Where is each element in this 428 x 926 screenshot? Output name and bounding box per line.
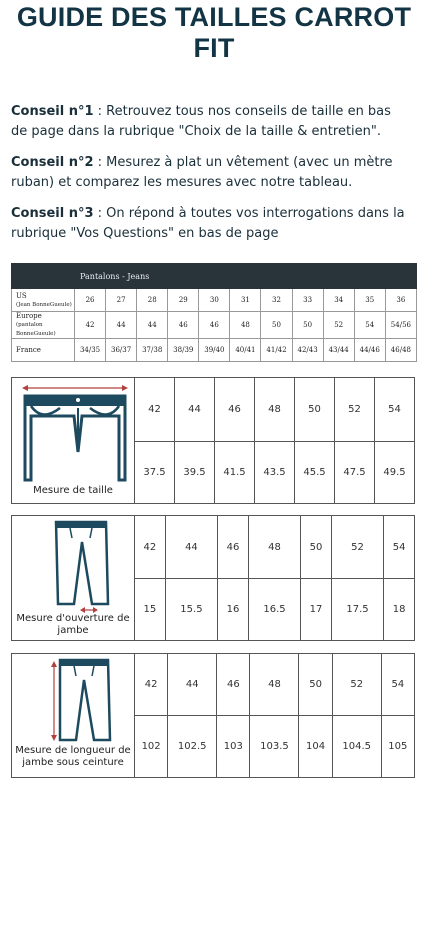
table-header: Pantalons - Jeans [12, 264, 417, 289]
table-cell: 28 [137, 289, 168, 312]
tip-label: Conseil n°3 [11, 206, 94, 221]
row-label-text: Europe [16, 312, 42, 320]
row-label-sub: (pantalon BonneGueule) [16, 322, 56, 337]
measure-value-cell: 17 [301, 579, 332, 641]
table-cell: 35 [354, 289, 385, 312]
size-cell: 50 [301, 516, 332, 579]
measure-value-cell: 41.5 [215, 441, 255, 504]
table-cell: 34/35 [75, 339, 106, 362]
measure-value-cell: 102.5 [168, 716, 217, 778]
size-cell: 48 [250, 654, 299, 716]
measure-value-cell: 105 [381, 716, 414, 778]
table-cell: 31 [230, 289, 261, 312]
row-label-sub: (Jean BonneGueule) [16, 301, 72, 308]
tip-label: Conseil n°2 [11, 155, 94, 170]
table-cell: 42/43 [292, 339, 323, 362]
measure-value-cell: 49.5 [375, 441, 415, 504]
inseam-length-block [11, 653, 415, 778]
table-cell: 50 [261, 312, 292, 339]
tip-text: : Mesurez à plat un vêtement (avec un mètre ruban) et comparez les mesures avec notre tableau. [11, 155, 393, 190]
tip-text: : Retrouvez tous nos conseils de taille en bas de page dans la rubrique "Choix de la taille & entretien". [11, 104, 391, 139]
measure-value-cell: 104.5 [332, 716, 381, 778]
table-cell: 27 [106, 289, 137, 312]
table-cell: 42 [75, 312, 106, 339]
tip-1 [11, 102, 411, 142]
size-cell: 42 [135, 654, 168, 716]
page-title: GUIDE DES TAILLES CARROT FIT [16, 2, 412, 63]
size-cell: 54 [384, 516, 415, 579]
measure-value-cell: 15 [135, 579, 166, 641]
waist-measure-block [11, 377, 415, 504]
table-cell: 34 [323, 289, 354, 312]
table-cell: 54 [354, 312, 385, 339]
table-cell: 52 [323, 312, 354, 339]
table-cell: 44/46 [354, 339, 385, 362]
size-cell: 54 [375, 378, 415, 442]
tip-3 [11, 204, 411, 244]
tip-2 [11, 153, 411, 193]
size-cell: 50 [295, 378, 335, 442]
table-row [12, 312, 417, 339]
table-cell: 54/56 [385, 312, 416, 339]
measure-value-cell: 102 [135, 716, 168, 778]
size-cell: 44 [175, 378, 215, 442]
size-cell: 48 [255, 378, 295, 442]
table-cell: 36 [385, 289, 416, 312]
measure-value-cell: 43.5 [255, 441, 295, 504]
measure-value-cell: 16 [218, 579, 249, 641]
table-cell: 36/37 [106, 339, 137, 362]
waist-measure-illustration [12, 378, 135, 504]
table-cell: 38/39 [168, 339, 199, 362]
size-cell: 46 [218, 516, 249, 579]
measure-value-cell: 45.5 [295, 441, 335, 504]
measure-caption: Mesure de longueur de jambe sous ceinture [15, 745, 131, 768]
size-cell: 46 [217, 654, 250, 716]
table-cell: 29 [168, 289, 199, 312]
measure-caption: Mesure d'ouverture de jambe [16, 613, 130, 636]
size-cell: 44 [165, 516, 217, 579]
row-label-text: US [16, 291, 27, 300]
measure-value-cell: 103 [217, 716, 250, 778]
leg-opening-block [11, 515, 415, 641]
table-cell: 39/40 [199, 339, 230, 362]
measure-value-cell: 47.5 [335, 441, 375, 504]
size-cell: 54 [381, 654, 414, 716]
measure-value-cell: 18 [384, 579, 415, 641]
size-cell: 44 [168, 654, 217, 716]
size-cell: 46 [215, 378, 255, 442]
size-cell: 42 [135, 516, 166, 579]
leg-opening-illustration [12, 516, 135, 641]
tip-text: : On répond à toutes vos interrogations dans la rubrique "Vos Questions" en bas de page [11, 206, 405, 241]
row-label [12, 312, 75, 339]
size-cell: 48 [248, 516, 300, 579]
tip-label: Conseil n°1 [11, 104, 94, 119]
table-cell: 26 [75, 289, 106, 312]
table-cell: 43/44 [323, 339, 354, 362]
size-cell: 52 [331, 516, 383, 579]
size-cell: 52 [335, 378, 375, 442]
table-cell: 46/48 [385, 339, 416, 362]
measure-value-cell: 15.5 [165, 579, 217, 641]
measure-caption: Mesure de taille [33, 485, 113, 496]
measure-value-cell: 104 [299, 716, 332, 778]
table-cell: 46 [168, 312, 199, 339]
table-cell: 41/42 [261, 339, 292, 362]
table-cell: 30 [199, 289, 230, 312]
table-row [12, 339, 417, 362]
table-cell: 48 [230, 312, 261, 339]
measure-value-cell: 16.5 [248, 579, 300, 641]
size-conversion-table [11, 263, 417, 362]
table-cell: 40/41 [230, 339, 261, 362]
size-cell: 42 [135, 378, 175, 442]
row-label [12, 289, 75, 312]
size-cell: 52 [332, 654, 381, 716]
table-cell: 44 [137, 312, 168, 339]
measure-value-cell: 103.5 [250, 716, 299, 778]
size-cell: 50 [299, 654, 332, 716]
measure-value-cell: 17.5 [331, 579, 383, 641]
row-label-text: France [16, 346, 41, 354]
table-cell: 32 [261, 289, 292, 312]
table-cell: 46 [199, 312, 230, 339]
measure-value-cell: 37.5 [135, 441, 175, 504]
table-cell: 37/38 [137, 339, 168, 362]
row-label [12, 339, 75, 362]
table-cell: 44 [106, 312, 137, 339]
table-cell: 50 [292, 312, 323, 339]
measure-value-cell: 39.5 [175, 441, 215, 504]
table-cell: 33 [292, 289, 323, 312]
inseam-length-illustration [12, 654, 135, 778]
table-row [12, 289, 417, 312]
